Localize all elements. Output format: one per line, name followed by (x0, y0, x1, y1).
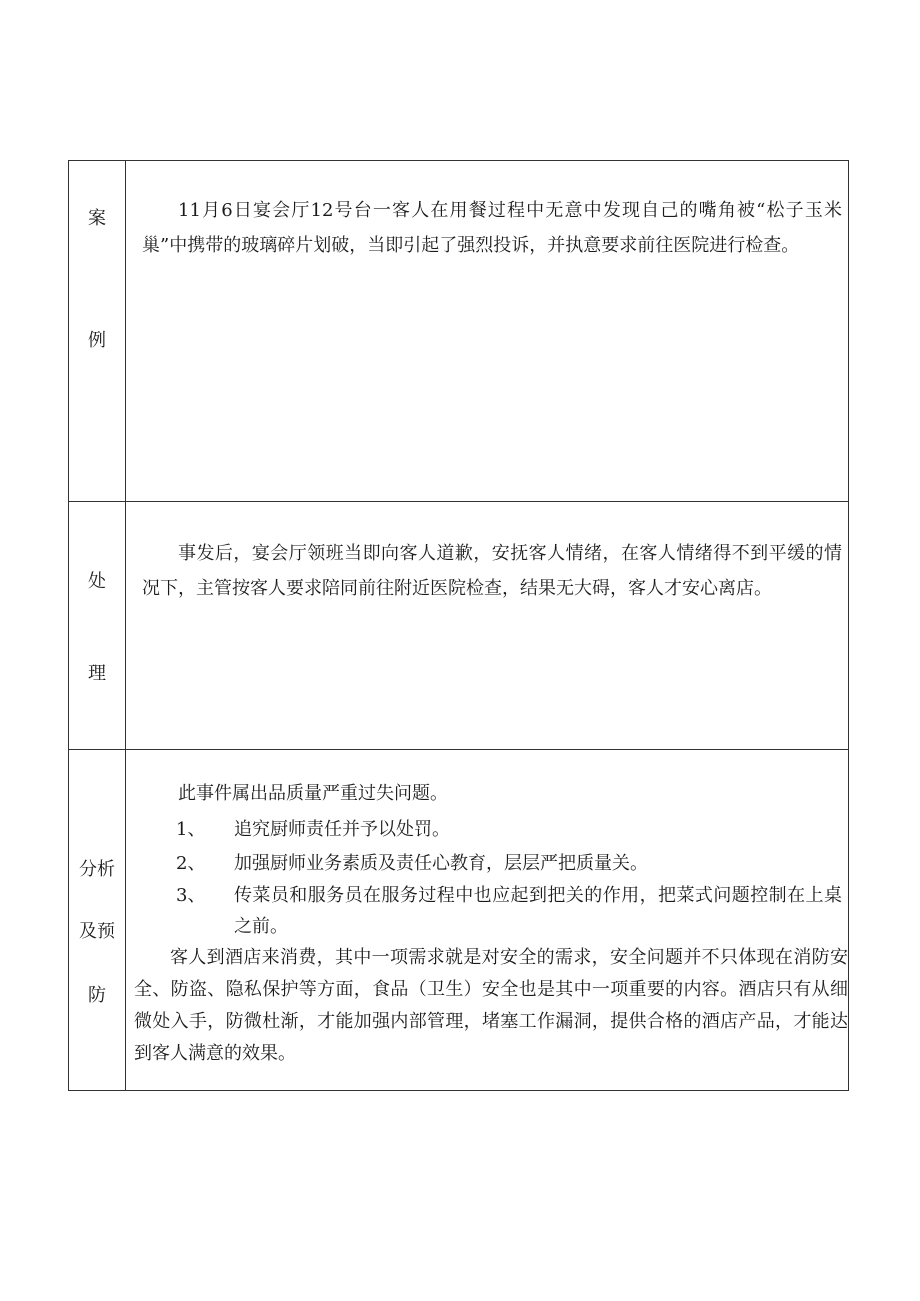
analysis-row (69, 750, 849, 1091)
analysis-item-3 (176, 880, 842, 937)
case-label-char-2: 例 (88, 330, 106, 351)
handling-label-char-1: 处 (88, 571, 106, 592)
handling-label-char-2: 理 (88, 663, 106, 684)
case-table (68, 160, 849, 1091)
analysis-item-2-text: 加强厨师业务素质及责任心教育，层层严把质量关。 (234, 853, 648, 874)
analysis-item-1 (176, 814, 842, 845)
handling-label-cell (69, 502, 126, 750)
analysis-item-3-text: 传菜员和服务员在服务过程中也应起到把关的作用，把菜式问题控制在上桌之前。 (234, 885, 842, 937)
handling-text: 事发后，宴会厅领班当即向客人道歉，安抚客人情绪，在客人情绪得不到平缓的情况下，主管按客人要求陪同前往附近医院检查，结果无大碍，客人才安心离店。 (142, 543, 842, 599)
analysis-label-cell (69, 750, 126, 1091)
handling-row (69, 502, 849, 750)
case-content-cell (126, 161, 849, 502)
analysis-item-3-num: 3、 (176, 885, 206, 906)
handling-content-cell (126, 502, 849, 750)
analysis-label-line-3: 防 (88, 985, 106, 1006)
analysis-item-1-num: 1、 (176, 819, 206, 840)
analysis-content-cell (126, 750, 849, 1091)
analysis-conclusion: 客人到酒店来消费，其中一项需求就是对安全的需求，安全问题并不只体现在消防安全、防盗、隐私保护等方面，食品（卫生）安全也是其中一项重要的内容。酒店只有从细微处入手，防微杜渐，才能加强内部管理，堵塞工作漏洞，提供合格的酒店产品，才能达到客人满意的效果。 (134, 947, 848, 1064)
analysis-label-line-2: 及预 (79, 921, 115, 942)
case-label-char-1: 案 (88, 208, 106, 229)
analysis-item-2-num: 2、 (176, 853, 206, 874)
case-label-cell (69, 161, 126, 502)
analysis-item-2 (176, 848, 842, 879)
analysis-label-line-1: 分析 (79, 859, 115, 880)
analysis-item-1-text: 追究厨师责任并予以处罚。 (234, 819, 450, 840)
analysis-intro: 此事件属出品质量严重过失问题。 (178, 783, 448, 804)
case-row (69, 161, 849, 502)
case-text: 11月6日宴会厅12号台一客人在用餐过程中无意中发现自己的嘴角被“松子玉米巢”中携带的玻璃碎片划破，当即引起了强烈投诉，并执意要求前往医院进行检查。 (142, 200, 842, 256)
